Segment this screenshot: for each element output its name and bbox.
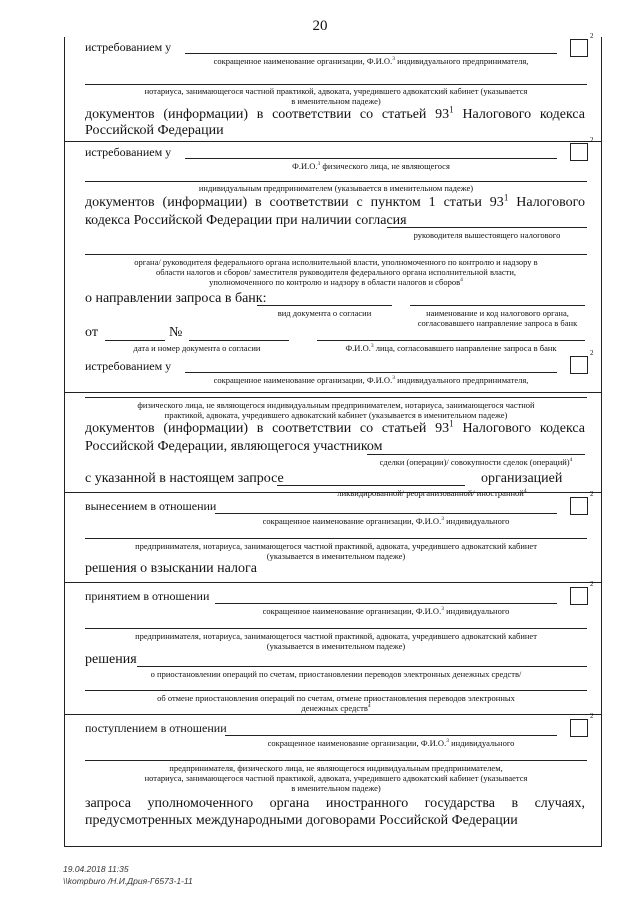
checkbox-section-3[interactable]: 2 <box>570 356 588 374</box>
fill-line[interactable] <box>85 254 587 255</box>
body-text: документов (информации) в соответствии со статьей $93^1$ Налогового кодекса <box>85 104 585 122</box>
fill-line[interactable] <box>85 397 587 398</box>
field-note: уполномоченного по контролю и надзору в области налогов и сборов$^4$ <box>209 277 463 287</box>
field-note: дата и номер документа о согласии <box>133 343 261 353</box>
fill-line[interactable] <box>185 372 557 373</box>
field-note: предпринимателя, нотариуса, занимающегося частной практикой, адвоката, учредившего адвокатский кабинет <box>135 631 537 641</box>
page-number: 20 <box>312 18 328 34</box>
checkbox-section-5[interactable]: 2 <box>570 587 588 605</box>
body-text: Российской Федерации, являющегося участником <box>85 439 383 454</box>
field-note: о приостановлении операций по счетам, приостановлении переводов электронных денежных средств/ <box>150 669 522 679</box>
footer-timestamp: 19.04.2018 11:35 <box>63 864 129 874</box>
section-label: истребованием у <box>85 359 172 373</box>
section-foreign-request <box>65 714 601 846</box>
checkbox-section-1[interactable]: 2 <box>570 39 588 57</box>
fill-line[interactable] <box>317 340 585 341</box>
field-note: индивидуальным предпринимателем (указывается в именительном падеже) <box>198 183 474 193</box>
field-note: сокращенное наименование организации, Ф.И.О.$^3$ индивидуального предпринимателя, <box>213 56 529 66</box>
field-note: нотариуса, занимающегося частной практикой, адвоката, учредившего адвокатский кабинет (указывается <box>144 86 528 96</box>
section-label: поступлением в отношении <box>85 721 227 735</box>
field-note: (указывается в именительном падеже) <box>266 551 406 561</box>
fill-line[interactable] <box>410 305 585 306</box>
field-note: сокращенное наименование организации, Ф.И.О.$^3$ индивидуального <box>267 738 515 748</box>
body-text: документов (информации) в соответствии со статьей $93^1$ Налогового кодекса <box>85 418 585 436</box>
section-label: истребованием у <box>85 40 172 54</box>
field-note: области налогов и сборов/ заместителя руководителя федерального органа исполнительной власти, <box>155 267 517 277</box>
fill-line[interactable] <box>257 305 392 306</box>
footer-file-path: \\kompburo /Н.И.Дрия-Г6573-1-11 <box>63 876 193 886</box>
fill-line[interactable] <box>85 181 587 182</box>
field-note: Ф.И.О.$^3$ лица, согласовавшего направление запроса в банк <box>345 343 557 353</box>
field-note: сокращенное наименование организации, Ф.И.О.$^3$ индивидуального предпринимателя, <box>213 375 529 385</box>
fill-line[interactable] <box>225 735 557 736</box>
field-note: в именительном падеже) <box>291 96 381 106</box>
field-note: органа/ руководителя федерального органа исполнительной власти, уполномоченного по контролю и надзору в <box>134 257 538 267</box>
field-note: физического лица, не являющегося индивидуальным предпринимателем, нотариуса, занимающегося частной <box>137 400 535 410</box>
fill-line[interactable] <box>215 513 557 514</box>
field-note: наименование и код налогового органа, <box>426 308 569 318</box>
field-note: Ф.И.О.$^3$ физического лица, не являющегося <box>292 161 450 171</box>
section-collection-decision <box>65 492 601 583</box>
field-note: руководителя вышестоящего налогового <box>413 230 561 240</box>
field-note: практикой, адвоката, учредившего адвокатский кабинет (указывается в именительном падеже) <box>164 410 508 420</box>
section-request-participant <box>65 349 601 498</box>
field-note: сокращенное наименование организации, Ф.И.О.$^3$ индивидуального <box>262 606 510 616</box>
body-text: от <box>85 325 98 340</box>
fill-line[interactable] <box>277 485 465 486</box>
fill-line[interactable] <box>215 603 557 604</box>
field-note: в именительном падеже) <box>291 783 381 793</box>
section-label: принятием в отношении <box>85 589 210 603</box>
body-text: кодекса Российской Федерации при наличии согласия <box>85 213 407 228</box>
section-label: вынесением в отношении <box>85 499 217 513</box>
checkbox-section-2[interactable]: 2 <box>570 143 588 161</box>
fill-line[interactable] <box>387 227 587 228</box>
field-note: (указывается в именительном падеже) <box>266 641 406 651</box>
fill-line[interactable] <box>185 53 557 54</box>
body-text: Российской Федерации <box>85 123 224 138</box>
field-note: предпринимателя, физического лица, не являющегося индивидуальным предпринимателем, <box>169 763 503 773</box>
fill-line[interactable] <box>85 690 587 691</box>
field-note: об отмене приостановления операций по счетам, отмене приостановления переводов электронных <box>157 693 515 703</box>
fill-line[interactable] <box>367 454 585 455</box>
form-sheet <box>64 32 602 847</box>
field-note: сокращенное наименование организации, Ф.И.О.$^3$ индивидуального <box>262 516 510 526</box>
field-note: согласовавшего направление запроса в банк <box>417 318 578 328</box>
fill-line[interactable] <box>185 158 557 159</box>
field-note: сделки (операции)/ совокупности сделок (операций)$^4$ <box>379 457 573 467</box>
fill-line[interactable] <box>85 628 587 629</box>
field-note: вид документа о согласии <box>277 308 372 318</box>
checkbox-section-6[interactable]: 2 <box>570 719 588 737</box>
body-text: организацией <box>481 471 563 486</box>
fill-line[interactable] <box>137 666 587 667</box>
field-note: ликвидированной/ реорганизованной/ иностранной$^4$ <box>337 488 527 498</box>
section-label: истребованием у <box>85 145 172 159</box>
field-note: нотариуса, занимающегося частной практикой, адвоката, учредившего адвокатский кабинет (указывается <box>144 773 528 783</box>
body-text: документов (информации) в соответствии с пунктом 1 статьи $93^1$ Налогового <box>85 192 585 210</box>
fill-line[interactable] <box>85 84 587 85</box>
body-text: решения о взыскании налога <box>85 561 257 576</box>
checkbox-section-4[interactable]: 2 <box>570 497 588 515</box>
section-request-organization <box>65 32 601 142</box>
section-suspension-decision <box>65 582 601 715</box>
fill-line[interactable] <box>85 760 587 761</box>
body-text: предусмотренных международными договорами Российской Федерации <box>85 813 518 828</box>
field-note: предпринимателя, нотариуса, занимающегося частной практикой, адвоката, учредившего адвокатский кабинет <box>135 541 537 551</box>
body-text: запроса уполномоченного органа иностранного государства в случаях, <box>85 796 585 811</box>
body-text: решения <box>85 652 137 667</box>
fill-line[interactable] <box>105 340 165 341</box>
fill-line[interactable] <box>189 340 289 341</box>
field-note: денежных средств$^4$ <box>301 703 371 713</box>
body-text: о направлении запроса в банк: <box>85 291 267 306</box>
body-text: с указанной в настоящем запросе <box>85 471 284 486</box>
fill-line[interactable] <box>85 538 587 539</box>
body-text: № <box>169 325 183 340</box>
